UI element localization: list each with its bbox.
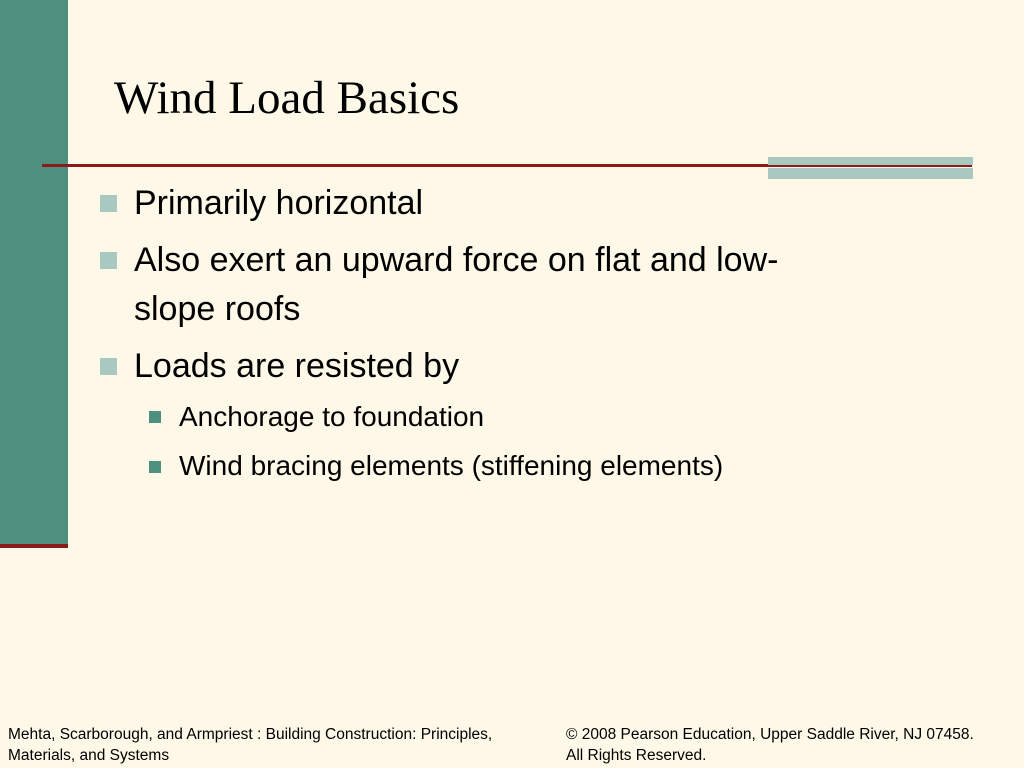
footer-copyright xyxy=(566,724,1021,766)
footer-copyright-line-2: All Rights Reserved. xyxy=(566,747,707,764)
subbullet-item-anchorage xyxy=(179,398,484,436)
footer-citation xyxy=(8,724,558,766)
square-bullet-icon xyxy=(100,358,117,375)
bullet-text: slope roofs xyxy=(134,290,301,328)
square-subbullet-icon xyxy=(149,411,161,423)
square-subbullet-icon xyxy=(149,461,161,473)
footer-copyright-line-1: © 2008 Pearson Education, Upper Saddle River, NJ 07458. xyxy=(566,726,974,743)
square-bullet-icon xyxy=(100,252,117,269)
footer-citation-line-2: Materials, and Systems xyxy=(8,747,170,764)
bullet-text: Primarily horizontal xyxy=(134,184,424,222)
bullet-item-primarily-horizontal xyxy=(134,180,423,226)
bullet-item-upward-force-continued xyxy=(134,286,300,332)
slide-title: Wind Load Basics xyxy=(114,72,460,124)
square-bullet-icon xyxy=(100,195,117,212)
footer-citation-line-1: Mehta, Scarborough, and Armpriest : Building Construction: Principles, xyxy=(8,726,493,743)
bullet-text: Also exert an upward force on flat and low- xyxy=(134,241,779,279)
bullet-text: Wind bracing elements (stiffening elements) xyxy=(179,450,724,481)
bullet-item-loads-resisted xyxy=(134,343,459,389)
bullet-item-upward-force xyxy=(134,237,778,283)
bullet-text: Anchorage to foundation xyxy=(179,401,485,432)
bullet-text: Loads are resisted by xyxy=(134,347,460,385)
subbullet-item-wind-bracing xyxy=(179,447,723,485)
